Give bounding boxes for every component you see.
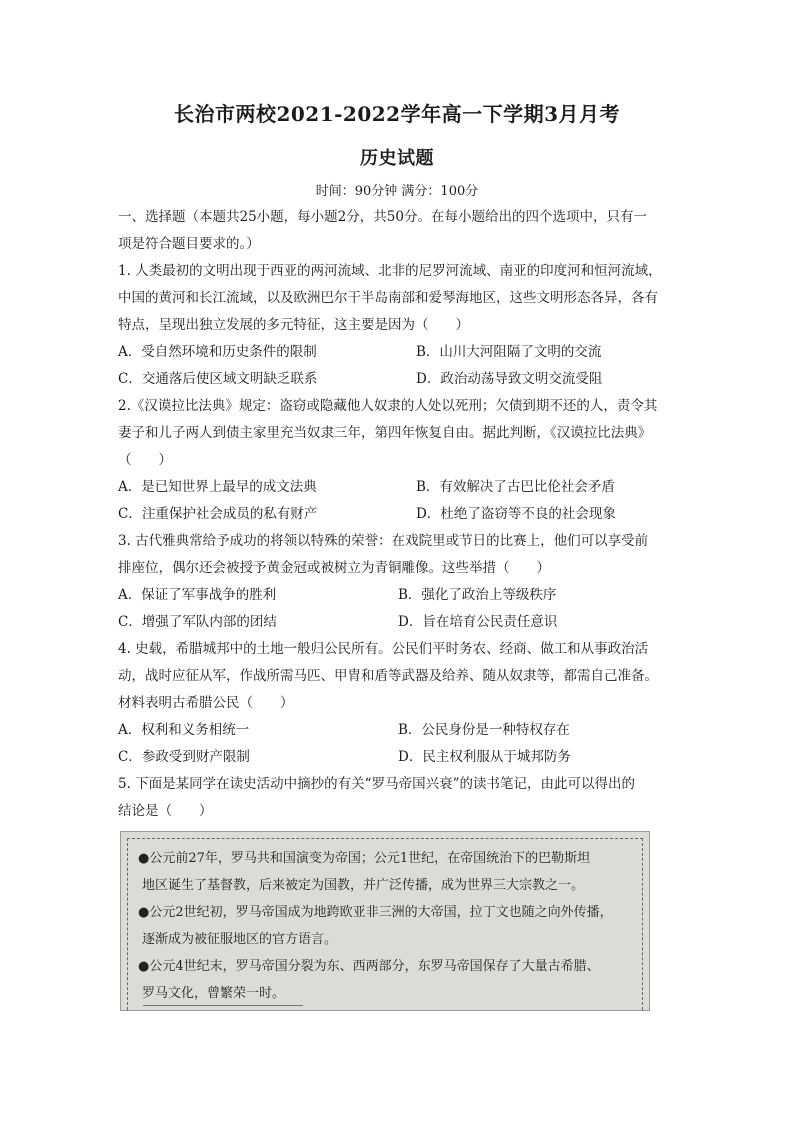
question-text: 中国的黄河和长江流域，以及欧洲巴尔干半岛南部和爱琴海地区，这些文明形态各异，各有 <box>118 290 658 306</box>
option-c: C．交通落后使区域文明缺乏联系 <box>118 371 318 387</box>
exam-meta: 时间：90分钟 满分：100分 <box>315 184 479 199</box>
option-a: A．是已知世界上最早的成文法典 <box>118 479 317 495</box>
question-text: 结论是（ ） <box>118 803 213 819</box>
question-1 <box>118 258 678 393</box>
question-text: 4. 史载，希腊城邦中的土地一般归公民所有。公民们平时务农、经商、做工和从事政治活 <box>118 641 649 657</box>
option-d: D．政治动荡导致文明交流受阻 <box>416 371 603 387</box>
option-d: D．杜绝了盗窃等不良的社会现象 <box>416 506 616 522</box>
question-text: 1. 人类最初的文明出现于西亚的两河流域、北非的尼罗河流域、南亚的印度河和恒河流域， <box>118 263 662 279</box>
section-intro: 一、选择题（本题共25小题，每小题2分，共50分。在每小题给出的四个选项中，只有一 <box>118 209 647 225</box>
reading-notes-box <box>127 838 643 1010</box>
option-a: A．权利和义务相统一 <box>118 722 250 738</box>
section-intro: 项是符合题目要求的。） <box>118 236 260 252</box>
option-b: B．强化了政治上等级秩序 <box>398 587 557 603</box>
question-text: 特点，呈现出独立发展的多元特征，这主要是因为（ ） <box>118 317 469 333</box>
question-5 <box>118 771 678 825</box>
option-b: B．公民身份是一种特权存在 <box>398 722 570 738</box>
option-c: C．增强了军队内部的团结 <box>118 614 277 630</box>
note-line: ●公元4世纪末，罗马帝国分裂为东、西两部分，东罗马帝国保存了大量古希腊、 <box>138 959 600 974</box>
question-text: 排座位，偶尔还会被授予黄金冠或被树立为青铜雕像。这些举措（ ） <box>118 560 550 576</box>
question-2 <box>118 393 678 528</box>
exam-title: 长治市两校2021-2022学年高一下学期3月月考 <box>173 102 621 126</box>
question-text: 妻子和儿子两人到债主家里充当奴隶三年，第四年恢复自由。据此判断，《汉谟拉比法典》 <box>118 425 652 441</box>
option-d: D．民主权利服从于城邦防务 <box>398 749 571 765</box>
note-line: ●公元前27年，罗马共和国演变为帝国；公元1世纪，在帝国统治下的巴勒斯坦 <box>138 851 591 866</box>
note-line: 地区诞生了基督教，后来被定为国教，并广泛传播，成为世界三大宗教之一。 <box>142 878 585 893</box>
option-a: A．受自然环境和历史条件的限制 <box>118 344 317 360</box>
option-b: B．有效解决了古巴比伦社会矛盾 <box>416 479 615 495</box>
question-text: （ ） <box>118 452 172 468</box>
question-text: 5. 下面是某同学在读史活动中摘抄的有关“罗马帝国兴衰”的读书笔记，由此可以得出的 <box>118 776 635 792</box>
note-line: 罗马文化，曾繁荣一时。 <box>142 986 286 1001</box>
question-text: 材料表明古希腊公民（ ） <box>118 695 294 711</box>
question-3 <box>118 528 678 636</box>
cropped-text-edge <box>143 1005 303 1011</box>
exam-subtitle: 历史试题 <box>360 148 434 169</box>
option-c: C．参政受到财产限制 <box>118 749 250 765</box>
exam-content <box>118 204 678 825</box>
option-b: B．山川大河阻隔了文明的交流 <box>416 344 602 360</box>
question-text: 动，战时应征从军，作战所需马匹、甲胄和盾等武器及给养、随从奴隶等，都需自己准备。 <box>118 668 658 684</box>
option-c: C．注重保护社会成员的私有财产 <box>118 506 318 522</box>
option-d: D．旨在培育公民责任意识 <box>398 614 558 630</box>
question-text: 3. 古代雅典常给予成功的将领以特殊的荣誉：在戏院里或节日的比赛上，他们可以享受前 <box>118 533 649 549</box>
question-text: 2.《汉谟拉比法典》规定：盗窃或隐藏他人奴隶的人处以死刑；欠债到期不还的人，责令其 <box>118 398 658 414</box>
option-a: A．保证了军事战争的胜利 <box>118 587 277 603</box>
reading-notes-image <box>120 831 650 1011</box>
question-4 <box>118 636 678 771</box>
note-line: 逐渐成为被征服地区的官方语言。 <box>142 932 338 947</box>
note-line: ●公元2世纪初，罗马帝国成为地跨欧亚非三洲的大帝国，拉丁文也随之向外传播， <box>138 905 613 920</box>
